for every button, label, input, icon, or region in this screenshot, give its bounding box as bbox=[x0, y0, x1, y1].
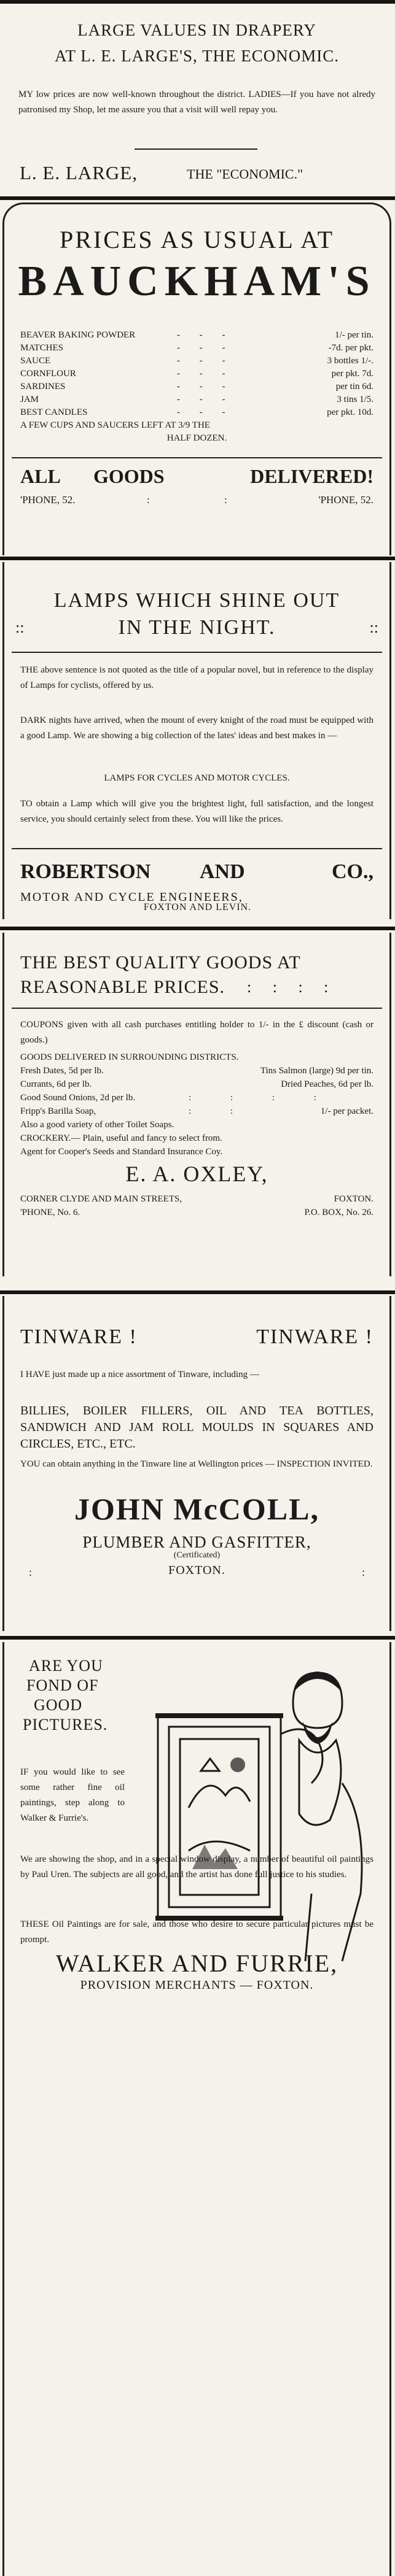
coupons-text: COUPONS given with all cash purchases entitling holder to 1/- in the £ discount (cash or goods.) bbox=[20, 1020, 373, 1045]
address-left: CORNER CLYDE AND MAIN STREETS, bbox=[20, 1194, 182, 1204]
ad-robertson-lamps bbox=[2, 562, 391, 919]
delivered-text: GOODS DELIVERED IN SURROUNDING DISTRICTS. bbox=[20, 1052, 239, 1062]
headline-line-1: THE BEST QUALITY GOODS AT bbox=[20, 952, 301, 973]
firm-word-and: AND bbox=[200, 860, 245, 883]
robertson-town: FOXTON AND LEVIN. bbox=[143, 902, 252, 912]
divider bbox=[12, 1008, 382, 1009]
delivery-word-goods: GOODS bbox=[93, 465, 165, 487]
signature-name: L. E. LARGE, bbox=[20, 162, 138, 183]
delivery-word-delivered: DELIVERED! bbox=[250, 465, 373, 487]
firm-word-robertson: ROBERTSON bbox=[20, 860, 151, 883]
cups-line-1: A FEW CUPS AND SAUCERS LEFT AT 3/9 THE bbox=[20, 420, 210, 430]
headline-line-1: LARGE VALUES IN DRAPERY bbox=[77, 21, 316, 39]
headline-right: TINWARE ! bbox=[256, 1325, 373, 1348]
tinware-list: BILLIES, BOILER FILLERS, OIL AND TEA BOTTLES, SANDWICH AND JAM ROLL MOULDS IN SQUARES AND CIRCLES, ETC., ETC. bbox=[20, 1404, 373, 1451]
headline-line-2: FOND OF bbox=[26, 1676, 99, 1694]
signature-tagline: THE "ECONOMIC." bbox=[187, 166, 303, 182]
headline-line-1: PRICES AS USUAL AT bbox=[59, 226, 335, 253]
price-row: CORNFLOUR - - - per pkt. 7d. bbox=[20, 369, 373, 379]
headline-line-1: LAMPS WHICH SHINE OUT bbox=[53, 589, 340, 612]
price-row: MATCHES - - - -7d. per pkt. bbox=[20, 343, 373, 353]
price-currants: Currants, 6d per lb. bbox=[20, 1079, 92, 1089]
paragraph-4: TO obtain a Lamp which will give you the brightest light, full satisfaction, and the longest service, you should certainly select from these. You will like the prices. bbox=[20, 799, 373, 824]
ad-walker-furrie-pictures bbox=[2, 1642, 391, 2576]
price-row: SARDINES - - - per tin 6d. bbox=[20, 382, 373, 391]
ad-mccoll-tinware bbox=[2, 1296, 391, 1631]
trade-description: MOTOR AND CYCLE ENGINEERS, bbox=[20, 890, 243, 904]
headline-left: TINWARE ! bbox=[20, 1325, 138, 1348]
divider bbox=[12, 652, 382, 653]
picture-frame bbox=[158, 1716, 281, 1918]
headline-colons-left: :: bbox=[15, 619, 25, 636]
price-dates: Fresh Dates, 5d per lb. bbox=[20, 1066, 104, 1076]
headline-colons-right: :: bbox=[369, 619, 378, 636]
painter-beard bbox=[303, 1722, 332, 1744]
headline-line-2: IN THE NIGHT. bbox=[118, 616, 276, 639]
paragraph-prices: YOU can obtain anything in the Tinware line at Wellington prices — INSPECTION INVITED. bbox=[20, 1459, 373, 1469]
merchant-name: JOHN McCOLL, bbox=[74, 1492, 319, 1526]
paragraph-1: THE above sentence is not quoted as the title of a popular novel, but in reference to the display of Lamps for cyclists, offered by us. bbox=[20, 665, 373, 690]
headline-colons: : : : : bbox=[247, 978, 337, 996]
headline-line-2: AT L. E. LARGE'S, THE ECONOMIC. bbox=[54, 47, 340, 65]
headline-line-1: ARE YOU bbox=[29, 1657, 103, 1675]
headline-line-4: PICTURES. bbox=[23, 1716, 108, 1733]
paragraph-2: DARK nights have arrived, when the mount of every knight of the road must be equipped with a good Lamp. We are showing a big collection of the lates' ideas and best makes in — bbox=[20, 715, 373, 741]
ad-bauckham-prices bbox=[2, 202, 391, 555]
store-name: BAUCKHAM'S bbox=[18, 258, 376, 305]
merchant-name: E. A. OXLEY, bbox=[125, 1162, 268, 1186]
soap-colons: : : bbox=[189, 1106, 252, 1116]
town-colon-left: : bbox=[29, 1566, 33, 1578]
ad-large-drapery bbox=[2, 4, 391, 191]
price-row: SAUCE - - - 3 bottles 1/-. bbox=[20, 356, 373, 366]
merchant-name: WALKER AND FURRIE, bbox=[55, 1949, 338, 1977]
price-row: BEST CANDLES - - - per pkt. 10d. bbox=[20, 407, 373, 417]
paragraph-2: We are showing the shop, and in a special window display, a number of beautiful oil paintings by Paul Uren. The subjects are all good, and the artist has done full justice to his studies. bbox=[20, 1854, 373, 1880]
phone-separator: : bbox=[147, 494, 150, 506]
trade-line: PLUMBER AND GASFITTER, bbox=[82, 1533, 311, 1551]
headline-line-3: GOOD bbox=[34, 1696, 83, 1714]
certificated: (Certificated) bbox=[173, 1551, 221, 1560]
pobox: P.O. BOX, No. 26. bbox=[304, 1208, 373, 1217]
ad-body-text: MY low prices are now well-known throughout the district. LADIES—If you have not alredy patronised my Shop, let me assure you that a visit will well repay you. bbox=[18, 90, 375, 115]
paragraph-3: THESE Oil Paintings are for sale, and those who desire to secure particular pictures must be prompt. bbox=[20, 1919, 373, 1945]
price-row: BEAVER BAKING POWDER - - - 1/- per tin. bbox=[20, 330, 373, 340]
price-onions: Good Sound Onions, 2d per lb. bbox=[20, 1093, 136, 1103]
address-right: FOXTON. bbox=[334, 1194, 373, 1204]
crockery: CROCKERY.— Plain, useful and fancy to select from. bbox=[20, 1133, 222, 1143]
toilet-soaps: Also a good variety of other Toilet Soaps. bbox=[20, 1120, 174, 1130]
price-salmon: Tins Salmon (large) 9d per tin. bbox=[260, 1066, 373, 1076]
phone-separator: : bbox=[224, 494, 227, 506]
cups-line-2: HALF DOZEN. bbox=[166, 433, 227, 443]
phone-left: 'PHONE, 52. bbox=[20, 494, 76, 506]
headline-line-2: REASONABLE PRICES. bbox=[20, 977, 225, 997]
trade-line: PROVISION MERCHANTS — FOXTON. bbox=[80, 1978, 314, 1992]
price-soap-value: 1/- per packet. bbox=[320, 1106, 373, 1116]
agent: Agent for Cooper's Seeds and Standard Insurance Coy. bbox=[20, 1147, 223, 1157]
paragraph-intro: I HAVE just made up a nice assortment of Tinware, including — bbox=[20, 1370, 259, 1379]
onions-colons: : : : : bbox=[189, 1093, 335, 1103]
price-row: JAM - - - 3 tins 1/5. bbox=[20, 395, 373, 404]
price-peaches: Dried Peaches, 6d per lb. bbox=[281, 1079, 373, 1089]
phone: 'PHONE, No. 6. bbox=[20, 1208, 80, 1217]
divider bbox=[135, 148, 257, 150]
paragraph-3: LAMPS FOR CYCLES AND MOTOR CYCLES. bbox=[104, 773, 290, 783]
paragraph-1: IF you would like to see some rather fine oil paintings, step along to Walker & Furrie's. bbox=[20, 1767, 125, 1823]
firm-word-co: CO., bbox=[332, 860, 373, 883]
price-soap: Fripp's Barilla Soap, bbox=[20, 1106, 96, 1116]
divider bbox=[12, 457, 382, 458]
delivery-word-all: ALL bbox=[20, 465, 61, 487]
ad-oxley-goods bbox=[2, 933, 391, 1276]
divider bbox=[12, 848, 382, 849]
town: FOXTON. bbox=[168, 1564, 225, 1577]
town-colon-right: : bbox=[361, 1566, 365, 1578]
phone-right: 'PHONE, 52. bbox=[318, 494, 373, 506]
